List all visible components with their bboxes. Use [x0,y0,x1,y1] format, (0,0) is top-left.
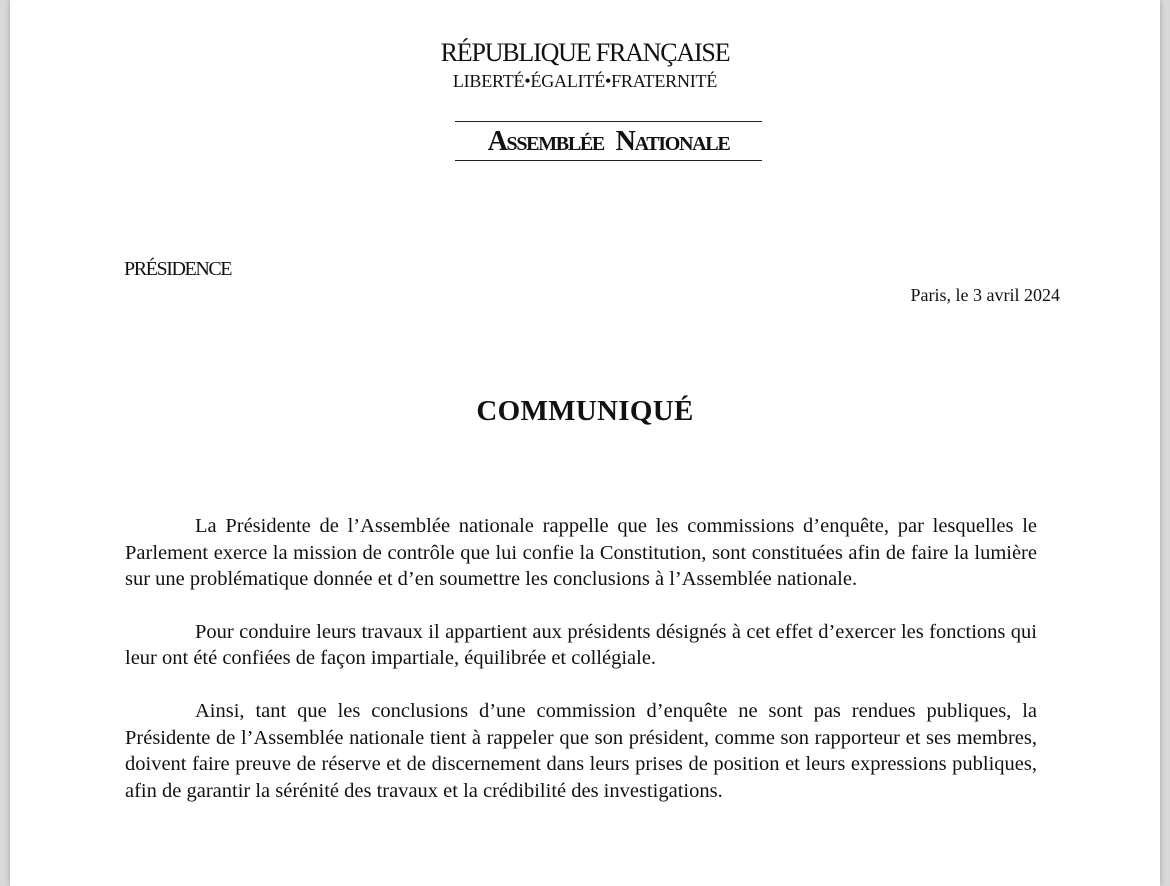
paragraph: Ainsi, tant que les conclusions d’une commission d’enquête ne sont pas rendues publiques, la Présidente de l’Assemblée nationale tient à rappeler que son président, comme son rapporteur et ses membres, doivent faire preuve de réserve et de discernement dans leurs prises de position et leurs expressions publiques, afin de garantir la sérénité des travaux et la crédibilité des investigations. [125,699,1037,802]
republique-heading: RÉPUBLIQUE FRANÇAISE [440,38,730,67]
paragraph: La Présidente de l’Assemblée nationale rappelle que les commissions d’enquête, par lesquelles le Parlement exerce la mission de contrôle que lui confie la Constitution, sont constituées afin de faire la lumière sur une problématique donnée et d’en soumettre les conclusions à l’Assemblée nationale. [125,515,1037,591]
document-title: COMMUNIQUÉ [476,395,694,427]
date-line: Paris, le 3 avril 2024 [910,285,1060,305]
document-page [10,0,1160,886]
devise-line: LIBERTÉ•ÉGALITÉ•FRATERNITÉ [452,71,718,91]
institution-name: Assemblée Nationale [487,126,730,157]
institution-banner [455,121,762,161]
paragraph: Pour conduire leurs travaux il appartient aux présidents désignés à cet effet d’exercer les fonctions qui leur ont été confiées de façon impartiale, équilibrée et collégiale. [125,620,1037,670]
document-body [125,513,1037,830]
office-label: PRÉSIDENCE [124,258,232,280]
